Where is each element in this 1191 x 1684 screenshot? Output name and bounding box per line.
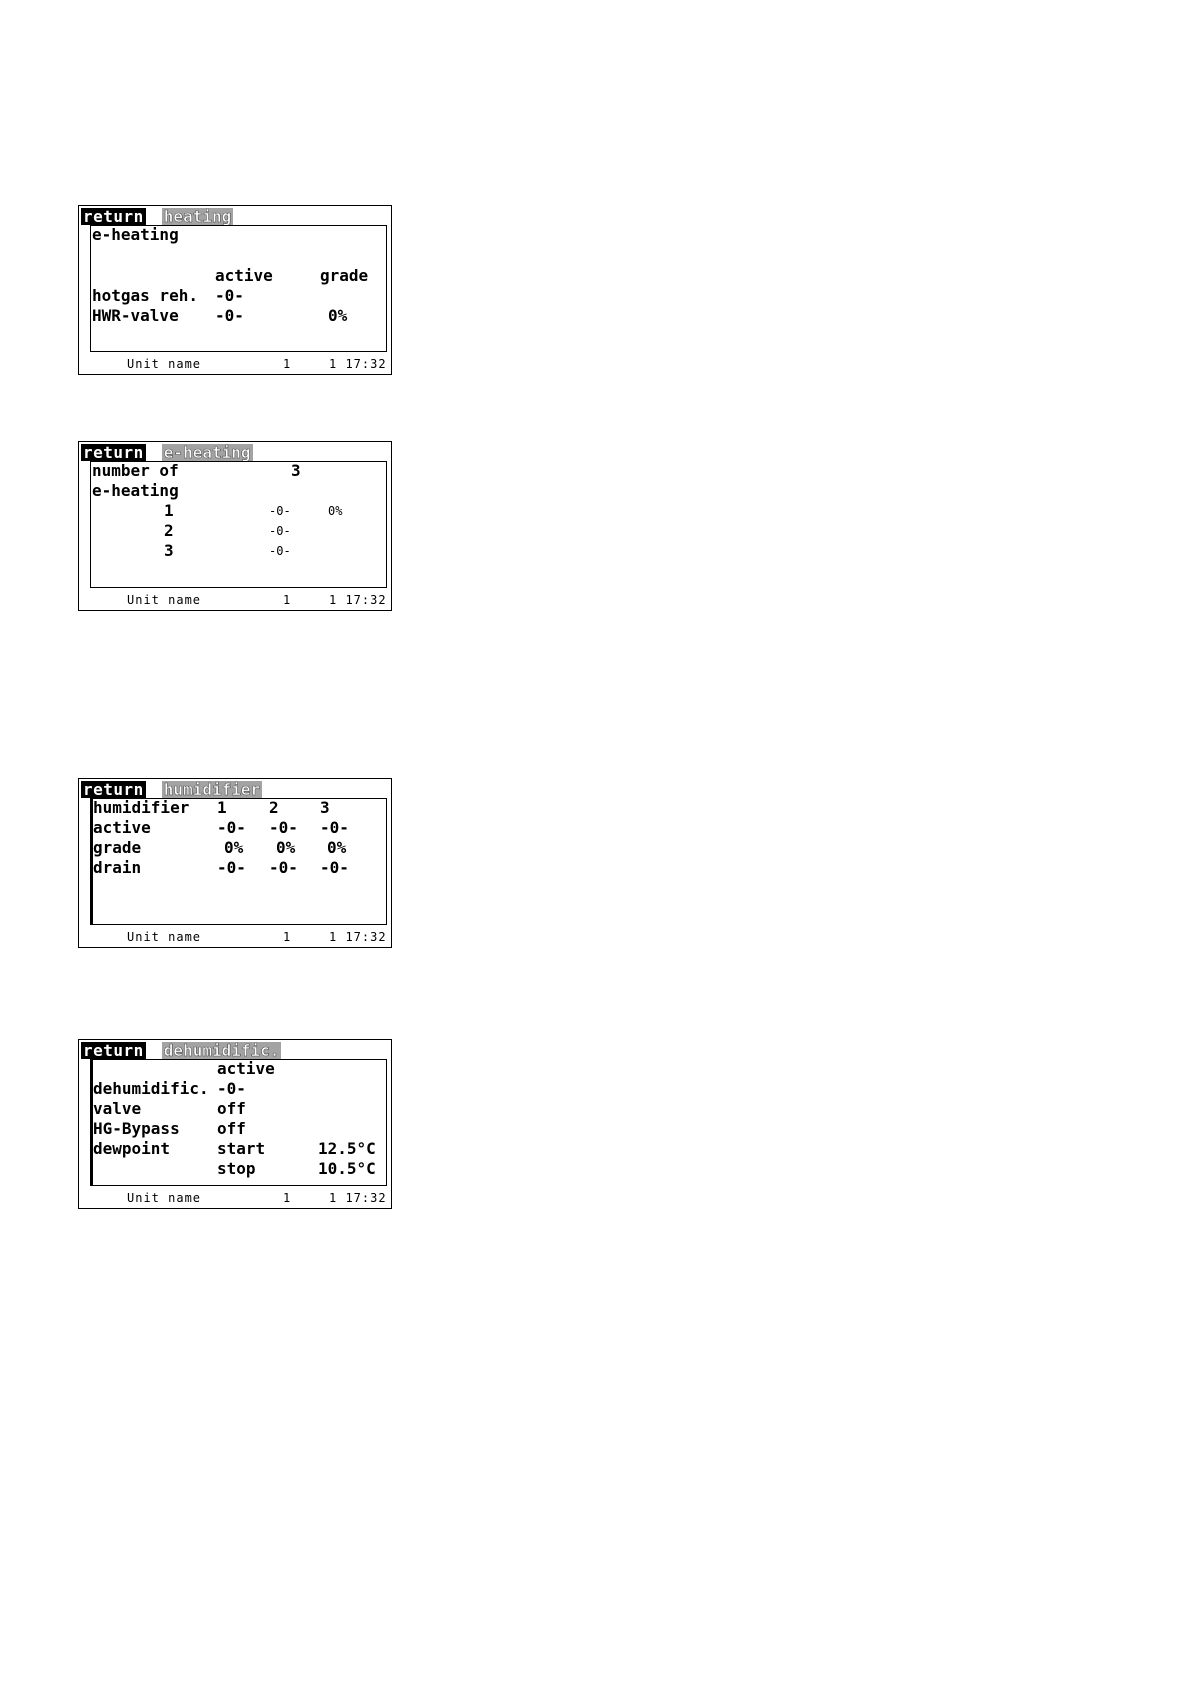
cell-drain-2: -0- [269,858,298,877]
row-active-hotgas-reheat: -0- [215,286,244,305]
status-bar [79,930,391,944]
stage-number: 3 [164,541,174,560]
unit-number: 1 [283,930,292,944]
return-button[interactable]: return [83,780,144,799]
dehumidification-panel [90,1059,387,1186]
row-label-drain: drain [93,858,142,877]
unit-number: 1 [283,1191,292,1205]
stage-state: -0- [269,544,291,558]
row-value-dewpoint-start: start [217,1139,266,1158]
unit-name: Unit name [127,1191,202,1205]
row-label-grade: grade [93,838,142,857]
column-header-active: active [215,266,273,285]
stage-state: -0- [269,524,291,538]
humidifier-panel [90,798,387,925]
cell-grade-1: 0% [224,838,244,857]
number-of-label-line2: e-heating [92,481,179,500]
row-value-hg-bypass: off [217,1119,246,1138]
cell-active-2: -0- [269,818,298,837]
row-value-dehumidification: -0- [217,1079,246,1098]
clock: 1 17:32 [329,357,387,371]
row-label-dehumidification: dehumidific. [93,1079,209,1098]
e-heating-panel [90,461,387,588]
dehumidification-screen [78,1039,392,1209]
tab-heating[interactable]: heating [163,207,232,226]
row-label-valve: valve [93,1099,142,1118]
header-col-3: 3 [320,798,330,817]
tab-bar [81,444,253,461]
unit-number: 1 [283,357,292,371]
cell-drain-3: -0- [320,858,349,877]
stage-state: -0- [269,504,291,518]
section-heading: e-heating [92,225,179,244]
stage-grade: 0% [328,504,343,518]
humidifier-screen [78,778,392,948]
status-bar [79,1191,391,1205]
cell-grade-2: 0% [276,838,296,857]
return-button[interactable]: return [83,443,144,462]
header-label: humidifier [93,798,190,817]
clock: 1 17:32 [329,930,387,944]
row-value-dewpoint-stop: stop [217,1159,256,1178]
cell-active-1: -0- [217,818,246,837]
row-grade-hwr-valve: 0% [328,306,348,325]
cell-grade-3: 0% [327,838,347,857]
column-header-grade: grade [320,266,369,285]
stage-number: 2 [164,521,174,540]
e-heating-screen [78,441,392,611]
clock: 1 17:32 [329,593,387,607]
tab-humidifier[interactable]: humidifier [163,780,261,799]
dewpoint-start-temp: 12.5°C [318,1139,376,1158]
heating-panel [90,225,387,352]
row-label-active: active [93,818,151,837]
return-button[interactable]: return [83,207,144,226]
header-col-2: 2 [269,798,279,817]
row-label-dewpoint: dewpoint [93,1139,171,1158]
cell-drain-1: -0- [217,858,246,877]
tab-bar [81,208,233,225]
heating-screen [78,205,392,375]
tab-e-heating[interactable]: e-heating [163,443,251,462]
row-label-hotgas-reheat: hotgas reh. [92,286,198,305]
column-header-active: active [217,1059,275,1078]
cell-active-3: -0- [320,818,349,837]
tab-bar [81,1042,281,1059]
number-of-label: number of [92,461,179,480]
header-col-1: 1 [217,798,227,817]
number-of-value: 3 [291,461,301,480]
dewpoint-stop-temp: 10.5°C [318,1159,376,1178]
stage-number: 1 [164,501,174,520]
return-button[interactable]: return [83,1041,144,1060]
tab-bar [81,781,262,798]
unit-name: Unit name [127,357,202,371]
status-bar [79,593,391,607]
row-active-hwr-valve: -0- [215,306,244,325]
status-bar [79,357,391,371]
row-value-valve: off [217,1099,246,1118]
tab-dehumidification[interactable]: dehumidific. [163,1041,280,1060]
row-label-hg-bypass: HG-Bypass [93,1119,180,1138]
clock: 1 17:32 [329,1191,387,1205]
row-label-hwr-valve: HWR-valve [92,306,179,325]
unit-number: 1 [283,593,292,607]
unit-name: Unit name [127,930,202,944]
unit-name: Unit name [127,593,202,607]
